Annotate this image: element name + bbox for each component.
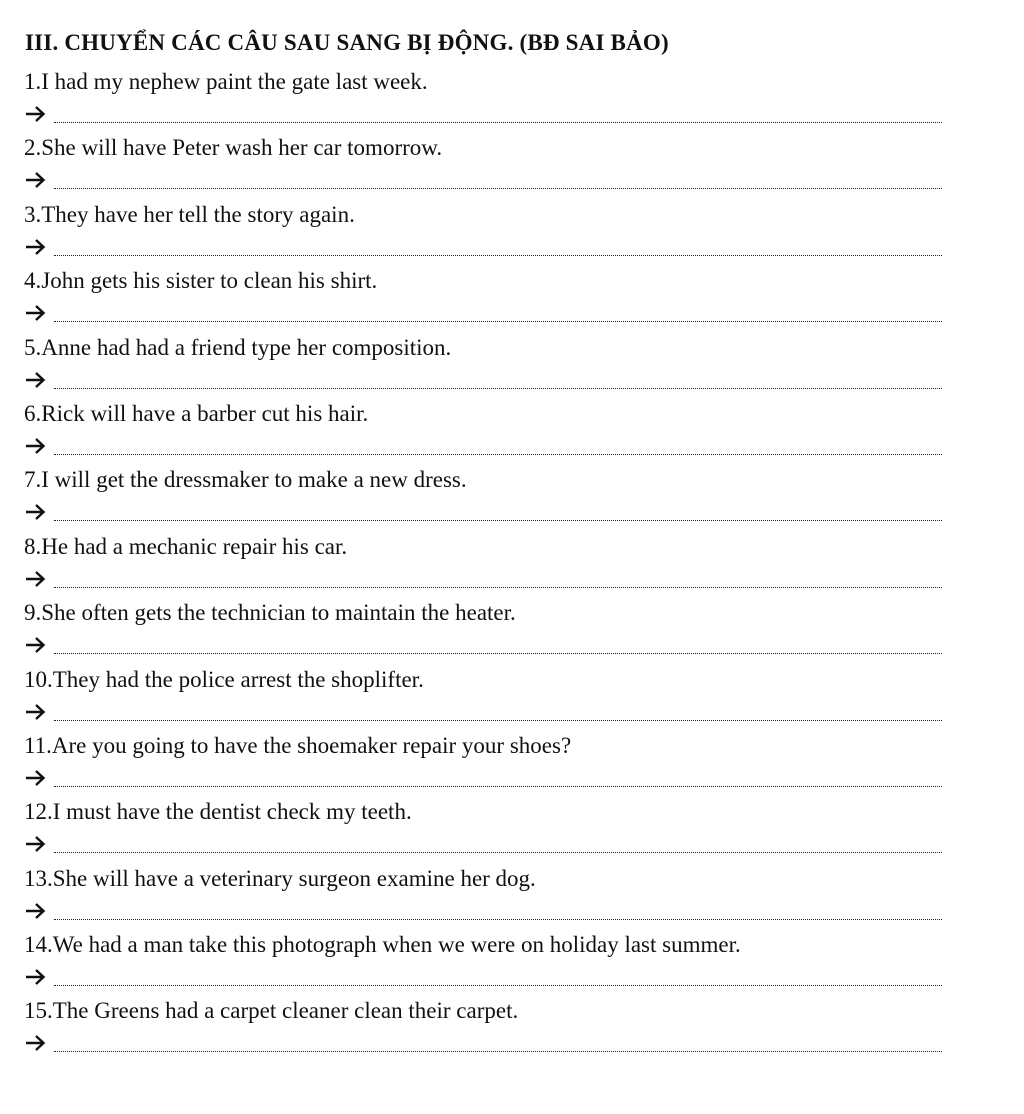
question-text: 7.I will get the dressmaker to make a new dress. bbox=[24, 467, 467, 493]
answer-row bbox=[24, 434, 942, 460]
question-text: 10.They had the police arrest the shoplifter. bbox=[24, 666, 424, 692]
answer-row bbox=[24, 1031, 942, 1057]
question-list bbox=[0, 68, 1024, 1064]
answer-row bbox=[24, 899, 942, 925]
question-text: 4.John gets his sister to clean his shirt. bbox=[24, 268, 378, 294]
answer-row bbox=[24, 633, 942, 659]
answer-blank-line[interactable] bbox=[54, 587, 942, 588]
right-arrow-icon bbox=[24, 967, 46, 987]
answer-row bbox=[24, 965, 942, 991]
question-text: 14.We had a man take this photograph when we were on holiday last summer. bbox=[24, 932, 741, 958]
answer-blank-line[interactable] bbox=[54, 188, 942, 189]
question-text: 6.Rick will have a barber cut his hair. bbox=[24, 400, 369, 426]
question-text: 9.She often gets the technician to maintain the heater. bbox=[24, 600, 516, 626]
question-item bbox=[0, 599, 1024, 665]
question-text: 11.Are you going to have the shoemaker repair your shoes? bbox=[24, 732, 572, 758]
question-text: 12.I must have the dentist check my teeth. bbox=[24, 799, 412, 825]
question-item bbox=[0, 997, 1024, 1063]
answer-blank-line[interactable] bbox=[54, 388, 942, 389]
answer-blank-line[interactable] bbox=[54, 255, 942, 256]
answer-row bbox=[24, 102, 942, 128]
right-arrow-icon bbox=[24, 768, 46, 788]
right-arrow-icon bbox=[24, 502, 46, 522]
answer-row bbox=[24, 301, 942, 327]
right-arrow-icon bbox=[24, 901, 46, 921]
answer-row bbox=[24, 235, 942, 261]
question-item bbox=[0, 865, 1024, 931]
right-arrow-icon bbox=[24, 635, 46, 655]
question-item bbox=[0, 931, 1024, 997]
answer-blank-line[interactable] bbox=[54, 321, 942, 322]
question-item bbox=[0, 466, 1024, 532]
question-text: 3.They have her tell the story again. bbox=[24, 201, 355, 227]
right-arrow-icon bbox=[24, 370, 46, 390]
answer-blank-line[interactable] bbox=[54, 720, 942, 721]
answer-blank-line[interactable] bbox=[54, 122, 942, 123]
answer-row bbox=[24, 832, 942, 858]
section-heading: III. CHUYỂN CÁC CÂU SAU SANG BỊ ĐỘNG. (BĐ SAI BẢO) bbox=[25, 30, 669, 55]
answer-row bbox=[24, 500, 942, 526]
answer-row bbox=[24, 567, 942, 593]
question-item bbox=[0, 666, 1024, 732]
question-item bbox=[0, 134, 1024, 200]
question-item bbox=[0, 732, 1024, 798]
right-arrow-icon bbox=[24, 834, 46, 854]
answer-blank-line[interactable] bbox=[54, 786, 942, 787]
question-text: 8.He had a mechanic repair his car. bbox=[24, 533, 348, 559]
question-text: 1.I had my nephew paint the gate last week. bbox=[24, 69, 428, 94]
question-item bbox=[0, 400, 1024, 466]
answer-blank-line[interactable] bbox=[54, 985, 942, 986]
right-arrow-icon bbox=[24, 569, 46, 589]
answer-blank-line[interactable] bbox=[54, 653, 942, 654]
question-item bbox=[0, 68, 1024, 134]
right-arrow-icon bbox=[24, 237, 46, 257]
right-arrow-icon bbox=[24, 303, 46, 323]
answer-row bbox=[24, 168, 942, 194]
question-text: 15.The Greens had a carpet cleaner clean their carpet. bbox=[24, 998, 519, 1024]
question-text: 13.She will have a veterinary surgeon examine her dog. bbox=[24, 865, 536, 891]
answer-row bbox=[24, 766, 942, 792]
answer-blank-line[interactable] bbox=[54, 520, 942, 521]
question-text: 2.She will have Peter wash her car tomorrow. bbox=[24, 135, 443, 161]
answer-blank-line[interactable] bbox=[54, 1051, 942, 1052]
answer-row bbox=[24, 700, 942, 726]
answer-blank-line[interactable] bbox=[54, 454, 942, 455]
question-item bbox=[0, 798, 1024, 864]
question-item bbox=[0, 533, 1024, 599]
answer-blank-line[interactable] bbox=[54, 852, 942, 853]
answer-blank-line[interactable] bbox=[54, 919, 942, 920]
right-arrow-icon bbox=[24, 1033, 46, 1053]
question-item bbox=[0, 334, 1024, 400]
right-arrow-icon bbox=[24, 436, 46, 456]
right-arrow-icon bbox=[24, 702, 46, 722]
question-item bbox=[0, 201, 1024, 267]
right-arrow-icon bbox=[24, 104, 46, 124]
question-item bbox=[0, 267, 1024, 333]
answer-row bbox=[24, 368, 942, 394]
question-text: 5.Anne had had a friend type her composition. bbox=[24, 334, 452, 360]
right-arrow-icon bbox=[24, 170, 46, 190]
